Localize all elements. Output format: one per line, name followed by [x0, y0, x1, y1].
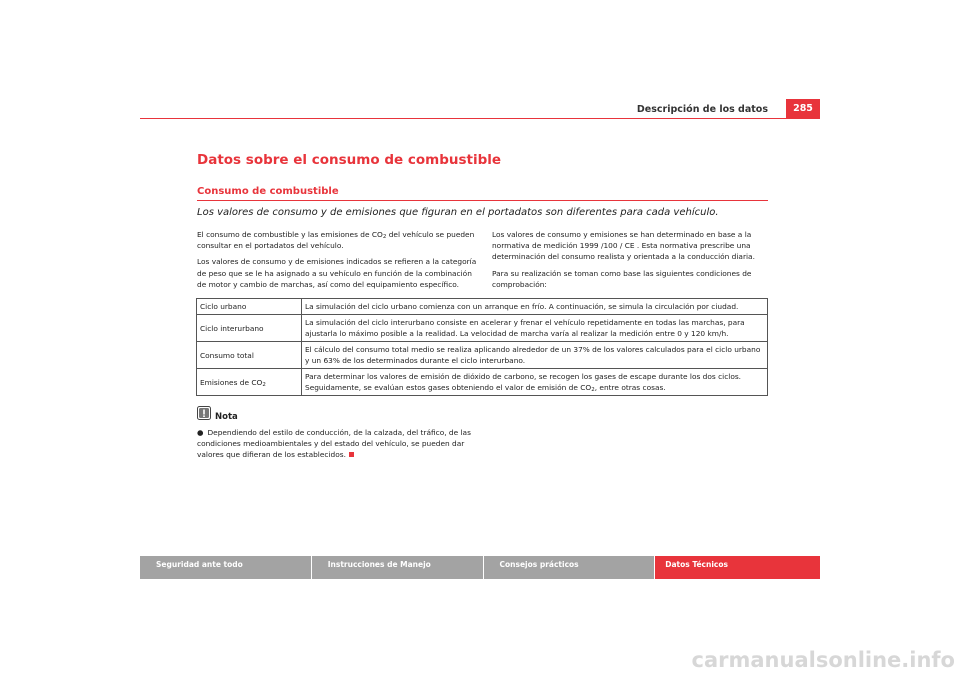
footer-tab-datos-tecnicos[interactable]: Datos Técnicos — [655, 556, 820, 579]
row-text-end: , entre otras cosas. — [594, 383, 666, 392]
left-p1-text-end: del vehículo se pueden consultar en el portadatos del vehículo. — [197, 230, 475, 251]
note-icon — [197, 406, 211, 420]
note-text — [197, 427, 479, 461]
note-label: Nota — [215, 412, 238, 422]
row-text: El cálculo del consumo total medio se realiza aplicando alrededor de un 37% de los valores calculados para el ciclo urbano y un 63% de los determinados durante el ciclo interurbano. — [302, 342, 768, 369]
row-label — [197, 369, 302, 396]
co2-subscript: 2 — [591, 387, 595, 393]
table-row — [197, 342, 768, 369]
right-paragraph-1: Los valores de consumo y emisiones se han determinado en base a la normativa de medición 1999 /100 / CE . Esta normativa prescribe una determinación del consumo realista y orientada a la conducción diaria. — [492, 230, 755, 262]
footer-tab-consejos[interactable]: Consejos prácticos — [484, 556, 655, 579]
row-label: Consumo total — [197, 342, 302, 369]
footer-tab-instrucciones[interactable]: Instrucciones de Manejo — [312, 556, 483, 579]
footer-nav — [140, 556, 820, 579]
test-conditions-table — [196, 298, 768, 396]
right-paragraph-2: Para su realización se toman como base las siguientes condiciones de comprobación: — [492, 268, 752, 289]
subtitle-divider — [197, 200, 768, 201]
bullet-icon: ● — [197, 428, 204, 437]
row-text — [302, 369, 768, 396]
intro-text: Los valores de consumo y de emisiones que figuran en el portadatos son diferentes para cada vehículo. — [197, 207, 719, 218]
row-label-text: Emisiones de CO — [200, 377, 263, 387]
header-section-title: Descripción de los datos — [636, 104, 768, 115]
row-text: La simulación del ciclo urbano comienza con un arranque en frío. A continuación, se simula la circulación por ciudad. — [302, 299, 768, 315]
row-label: Ciclo interurbano — [197, 315, 302, 342]
end-of-section-icon — [349, 452, 354, 457]
watermark: carmanualsonline.info — [691, 648, 955, 672]
table-row — [197, 315, 768, 342]
header-divider — [140, 118, 820, 119]
right-column — [492, 229, 774, 295]
co2-subscript: 2 — [382, 234, 387, 240]
row-text-start: Para determinar los valores de emisión de dióxido de carbono, se recogen los gases de escape durante los dos ciclos. Seguidamente, se evalúan estos gases obteniendo el valor de emisión de CO — [305, 372, 742, 392]
co2-subscript: 2 — [262, 381, 266, 388]
page-title: Datos sobre el consumo de combustible — [197, 152, 502, 168]
left-paragraph-1 — [197, 229, 479, 251]
section-subtitle: Consumo de combustible — [197, 186, 339, 197]
row-label: Ciclo urbano — [197, 299, 302, 315]
row-text: La simulación del ciclo interurbano consiste en acelerar y frenar el vehículo repetidamente en todas las marchas, para ajustarla lo máximo posible a la realidad. La velocidad de marcha varía al realizar la medición entre 0 y 120 km/h. — [302, 315, 768, 342]
left-paragraph-2: Los valores de consumo y de emisiones indicados se refieren a la categoría de peso que se le ha asignado a su vehículo en función de la combinación de motor y cambio de marchas, así como del equipamiento específico. — [197, 257, 477, 289]
footer-tab-seguridad[interactable]: Seguridad ante todo — [140, 556, 311, 579]
note-body: Dependiendo del estilo de conducción, de la calzada, del tráfico, de las condiciones medioambientales y del estado del vehículo, se pueden dar valores que difieran de los establecidos. — [197, 428, 471, 460]
table-row — [197, 369, 768, 396]
left-column — [197, 229, 479, 295]
page-number: 285 — [786, 99, 820, 119]
table-row — [197, 299, 768, 315]
left-p1-text: El consumo de combustible y las emisiones de CO — [197, 230, 383, 239]
